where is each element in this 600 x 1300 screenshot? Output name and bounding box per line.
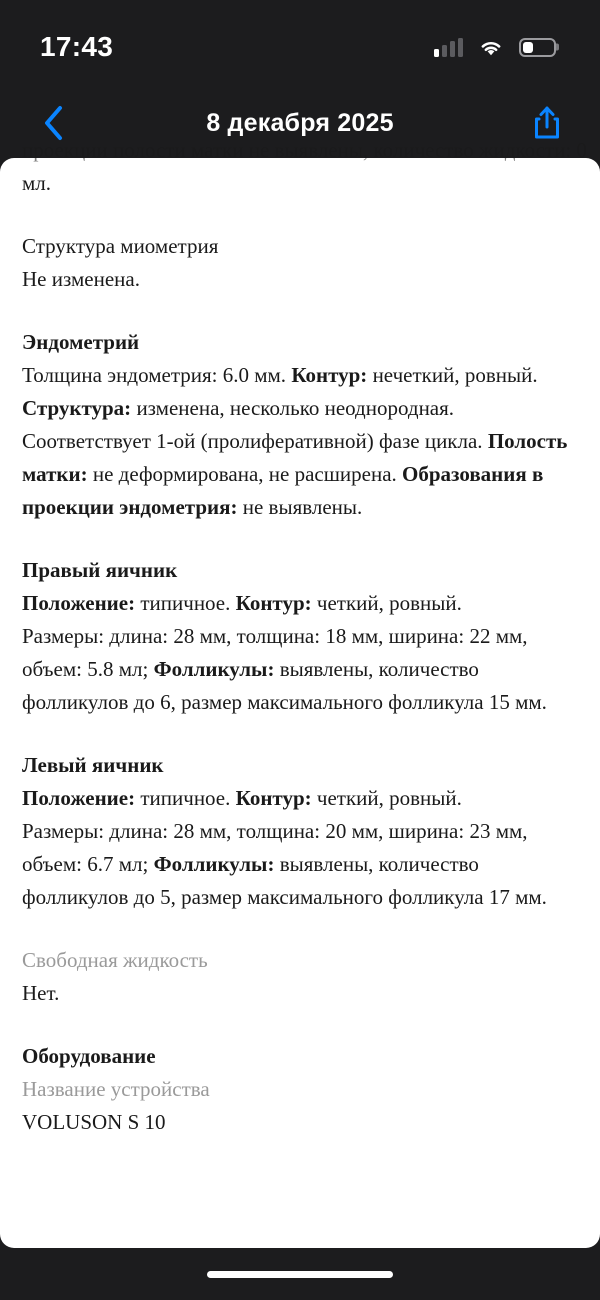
emphasis-run: Положение: [22, 591, 136, 615]
report-content [0, 138, 600, 1139]
section-paragraph [22, 815, 578, 914]
clipped-scrolled-line [22, 138, 587, 167]
battery-icon [519, 38, 556, 57]
text-run: Толщина эндометрия: 6.0 мм. [22, 363, 292, 387]
section-spacer [22, 200, 578, 230]
emphasis-run: Контур: [235, 591, 312, 615]
text-run: Размеры: длина: 28 мм, толщина: 20 мм, ширина: 23 мм, объем: 6.7 мл; [22, 819, 528, 876]
text-run: не выявлены. [237, 495, 363, 519]
emphasis-run: Образования в проекции эндометрия: [22, 462, 544, 519]
section-sublabel: Название устройства [22, 1077, 210, 1101]
emphasis-run: Фолликулы: [153, 852, 275, 876]
text-run: Соответствует 1-ой (пролиферативной) фазе цикла. [22, 429, 488, 453]
emphasis-run: Фолликулы: [153, 657, 275, 681]
text-run: не деформирована, не расширена. [87, 462, 403, 486]
wifi-icon [478, 38, 504, 57]
text-run: выявлены, количество фолликулов до 5, размер максимального фолликула 17 мм. [22, 852, 547, 909]
volume-unit-line: мл. [22, 171, 52, 195]
text-run: выявлены, количество фолликулов до 6, размер максимального фолликула 15 мм. [22, 657, 547, 714]
text-run: Нет. [22, 981, 60, 1005]
section-paragraph [22, 359, 578, 392]
cellular-signal-icon [434, 38, 463, 57]
emphasis-run: Положение: [22, 786, 136, 810]
battery-level-fill [523, 42, 533, 53]
section-paragraph [22, 392, 578, 425]
text-run: VOLUSON S 10 [22, 1110, 166, 1134]
section-heading: Оборудование [22, 1044, 156, 1068]
section-spacer [22, 914, 578, 944]
section-spacer [22, 1010, 578, 1040]
section-spacer [22, 296, 578, 326]
section-heading: Структура миометрия [22, 234, 219, 258]
section-spacer [22, 524, 578, 554]
section-heading: Левый яичник [22, 753, 164, 777]
emphasis-run: Полость матки: [22, 429, 568, 486]
text-run: Размеры: длина: 28 мм, толщина: 18 мм, ширина: 22 мм, объем: 5.8 мл; [22, 624, 528, 681]
emphasis-run: Контур: [291, 363, 368, 387]
text-run: изменена, несколько неоднородная. [131, 396, 455, 420]
text-run: нечеткий, ровный. [367, 363, 538, 387]
report-card[interactable] [0, 138, 600, 1248]
emphasis-run: Контур: [235, 786, 312, 810]
text-run: четкий, ровный. [311, 786, 462, 810]
emphasis-run: Структура: [22, 396, 132, 420]
status-bar [0, 0, 600, 88]
clipped-scrolled-line-text: проекции полости матки не выявлены, количество жидкости: 0 [22, 138, 587, 162]
section-paragraph [22, 425, 578, 524]
text-run: четкий, ровный. [311, 591, 462, 615]
report-sections [22, 200, 578, 1139]
battery-cap [556, 44, 559, 51]
section-paragraph [22, 977, 578, 1010]
section-paragraph [22, 1106, 578, 1139]
text-run: Не изменена. [22, 267, 140, 291]
home-indicator[interactable] [207, 1271, 393, 1278]
section-paragraph [22, 782, 578, 815]
section-heading: Свободная жидкость [22, 948, 208, 972]
status-bar-indicators [434, 32, 556, 57]
section-heading: Эндометрий [22, 330, 140, 354]
section-paragraph [22, 263, 578, 296]
text-run: типичное. [135, 591, 236, 615]
text-run: типичное. [135, 786, 236, 810]
section-spacer [22, 719, 578, 749]
section-paragraph [22, 620, 578, 719]
section-paragraph [22, 587, 578, 620]
section-heading: Правый яичник [22, 558, 178, 582]
page-title: 8 декабря 2025 [206, 108, 394, 137]
status-bar-time: 17:43 [40, 31, 114, 62]
